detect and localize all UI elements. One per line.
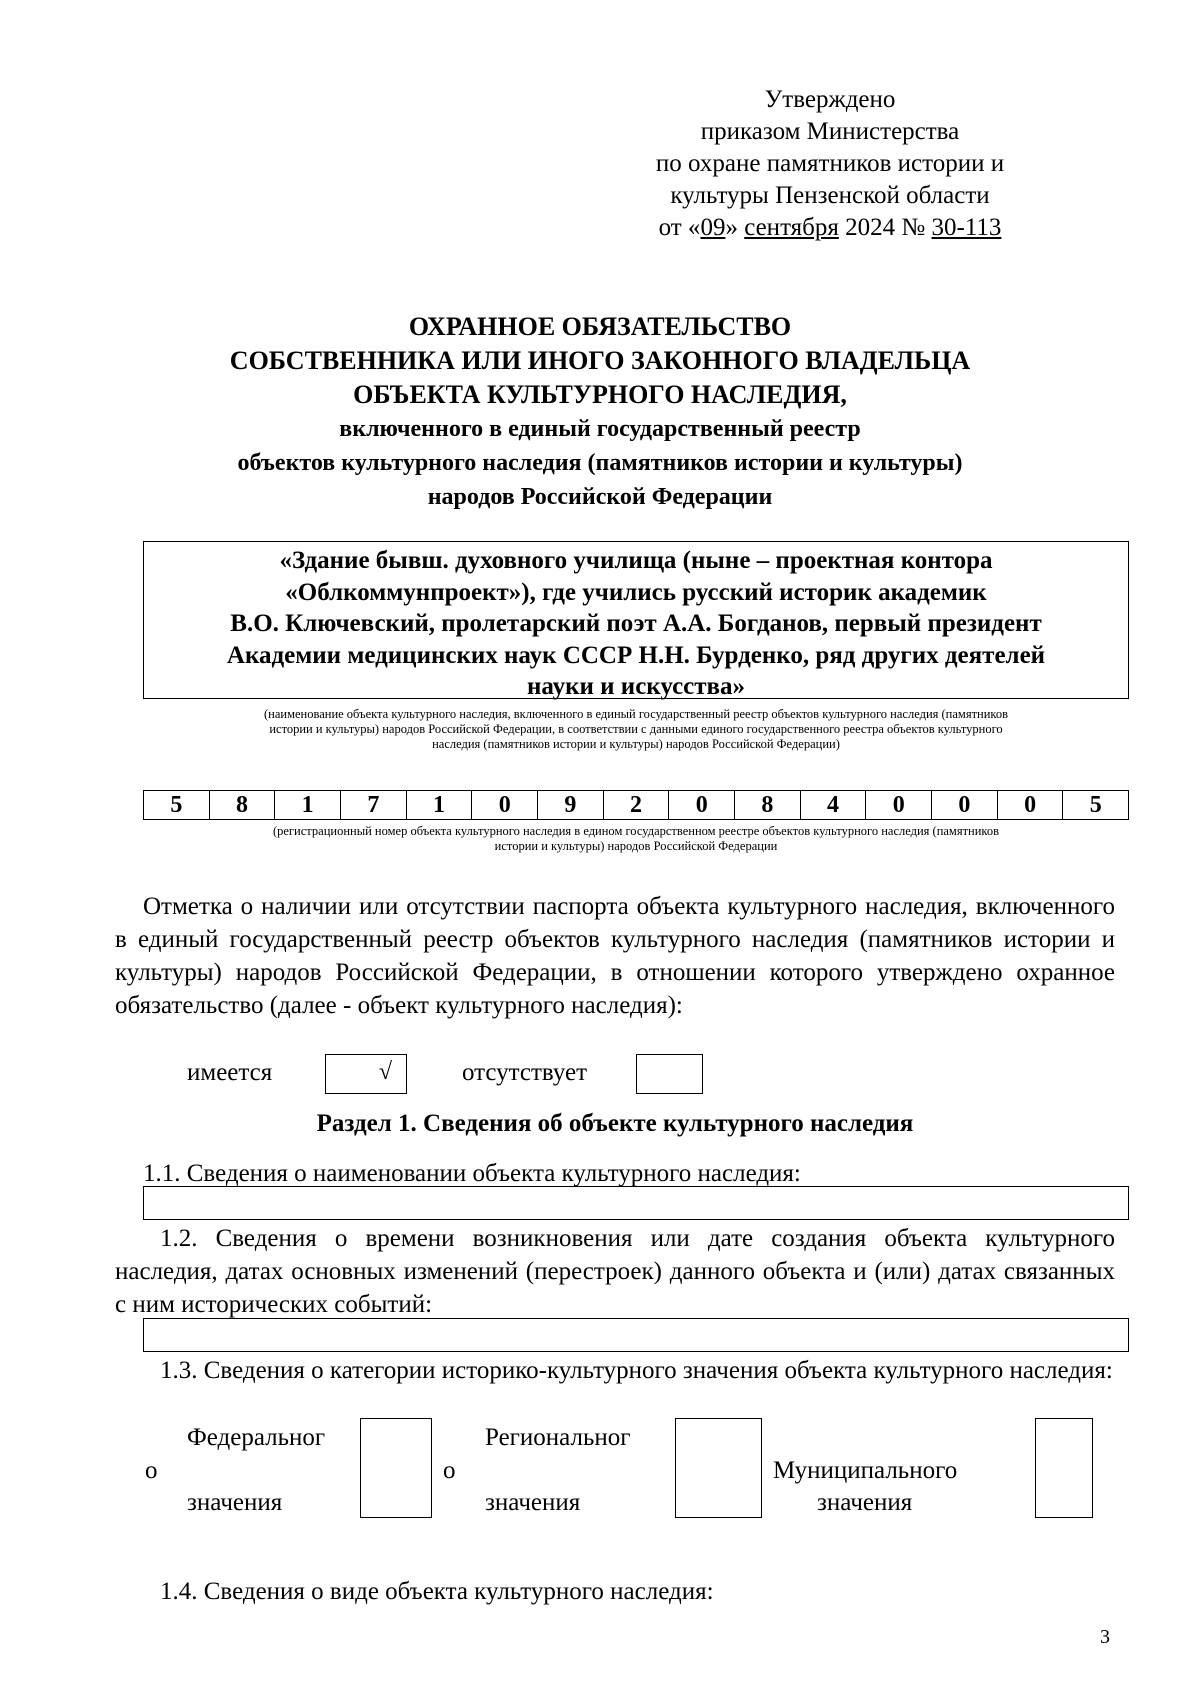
regional-label-c: значения [485, 1489, 581, 1516]
item-1-1-label: 1.1. Сведения о наименовании объекта культурного наследия: [143, 1160, 801, 1187]
reg-digit: 0 [998, 791, 1064, 819]
date-prefix: от « [658, 214, 701, 241]
approval-block [600, 84, 1060, 244]
object-name-line-3: В.О. Ключевский, пролетарский поэт А.А. Богданов, первый президент [230, 610, 1042, 637]
registration-caption [143, 824, 1129, 854]
reg-digit: 4 [801, 791, 867, 819]
federal-label-b: о [145, 1457, 158, 1484]
title-line-5: объектов культурного наследия (памятников истории и культуры) [237, 450, 963, 476]
reg-digit: 7 [341, 791, 407, 819]
passport-absent-checkbox[interactable] [636, 1054, 703, 1094]
passport-paragraph: Отметка о наличии или отсутствии паспорта объекта культурного наследия, включенного в единый государственный реестр объектов культурного наследия (памятников истории и культуры) народов Российской Федерации, в отношении которого утверждено охранное обязательство (далее - объект культурного наследия): [115, 893, 1115, 1019]
page-number: 3 [1100, 1626, 1110, 1648]
reg-digit: 1 [407, 791, 473, 819]
document-title [120, 310, 1080, 514]
passport-present-label: имеется [187, 1059, 273, 1086]
date-year: 2024 № [838, 214, 932, 241]
regional-label-a: Региональног [485, 1424, 631, 1451]
municipal-checkbox[interactable] [1035, 1418, 1093, 1518]
approval-line-3: по охране памятников истории и [655, 150, 1005, 177]
title-line-4: включенного в единый государственный реестр [339, 416, 861, 442]
regional-checkbox[interactable] [675, 1418, 762, 1518]
object-name-box [143, 541, 1129, 699]
reg-digit: 0 [669, 791, 735, 819]
regional-label-b: о [443, 1457, 456, 1484]
title-line-1: ОХРАННОЕ ОБЯЗАТЕЛЬСТВО [408, 312, 792, 341]
federal-label-c: значения [187, 1489, 283, 1516]
caption-line: (регистрационный номер объекта культурного наследия в едином государственном реестре объектов культурного наследия (памятников [272, 824, 1000, 838]
registration-number-row [143, 790, 1129, 820]
object-name-caption [143, 707, 1129, 752]
title-line-6: народов Российской Федерации [427, 484, 773, 510]
passport-absent-label: отсутствует [462, 1059, 588, 1086]
title-line-2: СОБСТВЕННИКА ИЛИ ИНОГО ЗАКОННОГО ВЛАДЕЛЬЦА [229, 346, 971, 375]
approval-line-2: приказом Министерства [700, 118, 960, 145]
reg-digit: 0 [866, 791, 932, 819]
item-1-4-label: 1.4. Сведения о виде объекта культурного наследия: [160, 1578, 714, 1605]
approval-line-4: культуры Пензенской области [670, 182, 990, 209]
passport-present-checkbox[interactable]: √ [325, 1054, 407, 1094]
reg-digit: 5 [144, 791, 210, 819]
reg-digit: 8 [735, 791, 801, 819]
municipal-label-b: значения [817, 1489, 913, 1516]
approval-line-1: Утверждено [764, 86, 896, 113]
section-1-title: Раздел 1. Сведения об объекте культурного наследия [316, 1110, 914, 1137]
municipal-label-a: Муниципального [773, 1457, 958, 1484]
date-month: сентября [744, 214, 839, 241]
reg-digit: 1 [275, 791, 341, 819]
reg-digit: 5 [1089, 792, 1102, 818]
reg-digit: 8 [210, 791, 276, 819]
federal-checkbox[interactable] [360, 1418, 432, 1518]
reg-digit: 0 [932, 791, 998, 819]
caption-line: (наименование объекта культурного наследия, включенного в единый государственный реестр объектов культурного наследия (памятников [263, 707, 1009, 721]
item-1-1-field[interactable] [143, 1186, 1129, 1220]
reg-digit: 0 [472, 791, 538, 819]
caption-line: истории и культуры) народов Российской Федерации, в соответствии с данными единого государственного реестра объектов культурного [269, 722, 1003, 736]
reg-digit: 2 [604, 791, 670, 819]
federal-label-a: Федеральног [187, 1424, 326, 1451]
object-name-line-4: Академии медицинских наук СССР Н.Н. Бурденко, ряд других деятелей [226, 641, 1046, 669]
date-mid: » [725, 214, 745, 241]
item-1-3-label: 1.3. Сведения о категории историко-культурного значения объекта культурного наследия: [160, 1357, 1113, 1384]
title-line-3: ОБЪЕКТА КУЛЬТУРНОГО НАСЛЕДИЯ, [353, 380, 847, 409]
date-day: 09 [700, 214, 726, 241]
object-name-line-5: науки и искусства» [526, 673, 746, 700]
object-name-line-2: «Облкоммунпроект»), где учились русский историк академик [285, 578, 987, 606]
caption-line: истории и культуры) народов Российской Федерации [494, 839, 778, 853]
caption-line: наследия (памятников истории и культуры) народов Российской Федерации) [432, 737, 840, 751]
item-1-2-field[interactable] [143, 1318, 1129, 1352]
reg-digit: 9 [538, 791, 604, 819]
item-1-2-label: 1.2. Сведения о времени возникновения или дате создания объекта культурного наследия, датах основных изменений (перестроек) данного объекта и (или) датах связанных с ним исторических событий: [115, 1225, 1115, 1318]
object-name-line-1: «Здание бывш. духовного училища (ныне – проектная контора [279, 547, 993, 574]
order-number: 30-113 [931, 214, 1002, 241]
approval-date-line [600, 212, 1060, 244]
